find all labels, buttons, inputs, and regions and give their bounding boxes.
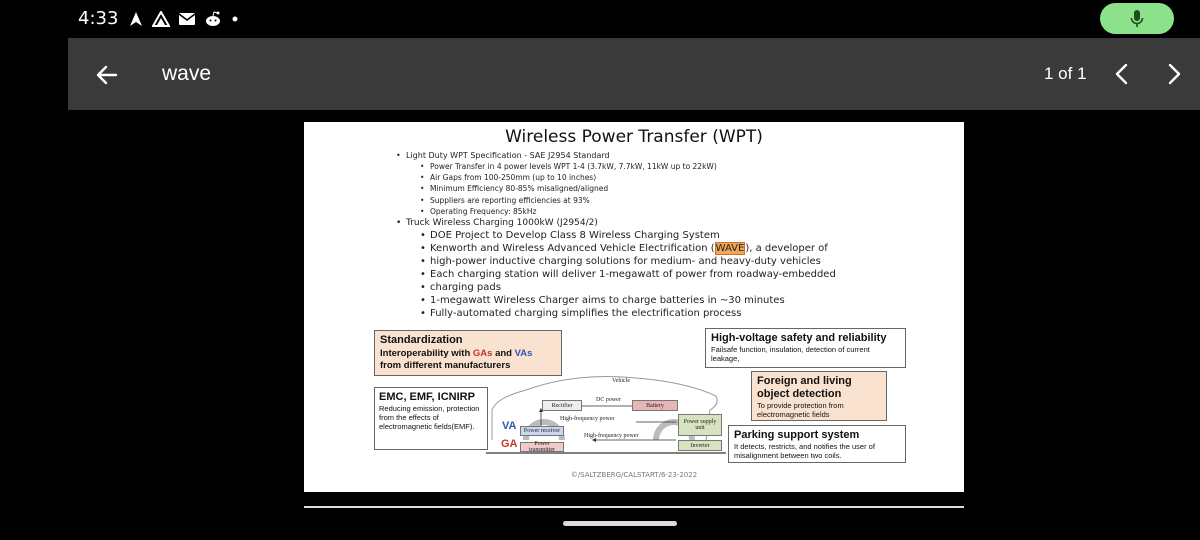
arrow-back-icon (92, 60, 122, 90)
hf-power-label-1: High-frequency power (560, 416, 615, 422)
bullet-item: • Fully-automated charging simplifies the electrification process (396, 307, 956, 320)
document-page (304, 122, 964, 492)
bullet-item (396, 242, 956, 255)
va-label: VA (502, 420, 517, 432)
power-receiver-box: Power receiver (520, 426, 564, 436)
rectifier-box: Rectifier (542, 400, 582, 411)
standardization-text-2: from different manufacturers (380, 360, 511, 371)
text-segment: and (492, 348, 515, 359)
ga-label: GA (501, 438, 518, 450)
search-toolbar (68, 38, 1200, 110)
bullet-item: • Minimum Efficiency 80-85% misaligned/aligned (396, 183, 956, 194)
foreign-object-body: To provide protection from electromagnetic fields (757, 401, 844, 419)
battery-box: Battery (632, 400, 678, 411)
text-segment: Kenworth and Wireless Advanced Vehicle Electrification ( (430, 243, 715, 255)
slide-title: Wireless Power Transfer (WPT) (505, 127, 763, 147)
power-transmitter-box: Power transmitter (520, 442, 564, 452)
bullet-item: • Power Transfer in 4 power levels WPT 1-4 (3.7kW, 7.7kW, 11kW up to 22kW) (396, 161, 956, 172)
text-segment: GAs (472, 348, 493, 359)
chevron-right-icon (1162, 61, 1186, 87)
chevron-left-icon (1110, 61, 1134, 87)
bullet-item: • DOE Project to Develop Class 8 Wireless Charging System (396, 229, 956, 242)
parking-support-box (728, 425, 906, 463)
bullet-item: • Truck Wireless Charging 1000kW (J2954/2) (396, 217, 956, 229)
next-match-button[interactable] (1162, 61, 1186, 87)
emc-body: Reducing emission, protection from the effects of electromagnetic fields(EMF). (379, 404, 480, 431)
gmail-icon (178, 12, 196, 26)
bullet-item: • Operating Frequency: 85kHz (396, 206, 956, 217)
reddit-icon (204, 11, 222, 27)
text-segment: charging pads (430, 282, 501, 294)
slide-footer: ©/SALTZBERG/CALSTART/6-23-2022 (570, 471, 698, 479)
bullet-item: • 1-megawatt Wireless Charger aims to charge batteries in ~30 minutes (396, 294, 956, 307)
bullet-item: • Air Gaps from 100-250mm (up to 10 inches) (396, 172, 956, 183)
bullet-item: • Light Duty WPT Specification - SAE J2954 Standard (396, 150, 956, 161)
app-icon (152, 11, 170, 27)
back-button[interactable] (92, 60, 122, 90)
bullet-continuation (396, 281, 956, 294)
text-segment: Interoperability with (380, 348, 473, 359)
mic-button[interactable] (1100, 3, 1174, 34)
search-input[interactable] (162, 58, 722, 90)
hv-safety-title: High-voltage safety and reliability (711, 332, 887, 344)
emc-title: EMC, EMF, ICNIRP (379, 391, 475, 403)
emc-box (374, 387, 488, 450)
hf-power-label-2: High-frequency power (584, 433, 639, 439)
notification-icons (128, 8, 240, 30)
navigation-icon (128, 11, 144, 27)
home-indicator[interactable] (563, 521, 677, 526)
parking-support-body: It detects, restricts, and notifies the user of misalignment between two coils. (734, 442, 875, 460)
standardization-text (380, 347, 556, 360)
text-segment: VAs (514, 348, 533, 359)
previous-match-button[interactable] (1110, 61, 1134, 87)
power-supply-box: Power supply unit (678, 414, 722, 436)
hv-safety-box (705, 328, 906, 368)
microphone-icon (1130, 9, 1144, 29)
status-time: 4:33 (78, 8, 119, 29)
page-divider (304, 506, 964, 508)
foreign-object-box (751, 371, 887, 421)
dot-icon (230, 14, 240, 24)
status-bar (0, 0, 1200, 38)
inverter-box: Inverter (678, 440, 722, 451)
foreign-object-title: Foreign and living object detection (757, 375, 852, 400)
bullet-item: • Each charging station will deliver 1-megawatt of power from roadway-embedded (396, 268, 956, 281)
search-highlight: WAVE (715, 243, 745, 255)
parking-support-title: Parking support system (734, 429, 860, 441)
bullet-continuation (396, 255, 956, 268)
match-count: 1 of 1 (1044, 64, 1087, 83)
standardization-title: Standardization (380, 334, 463, 346)
dc-power-label: DC power (596, 397, 621, 403)
hv-safety-body: Failsafe function, insulation, detection of current leakage, (711, 345, 870, 363)
vehicle-label: Vehicle (612, 378, 630, 384)
text-segment: ), a developer of (745, 243, 828, 255)
text-segment: high-power inductive charging solutions for medium- and heavy-duty vehicles (430, 256, 821, 268)
bullet-item: • Suppliers are reporting efficiencies at 93% (396, 195, 956, 206)
bullet-list (396, 150, 956, 320)
